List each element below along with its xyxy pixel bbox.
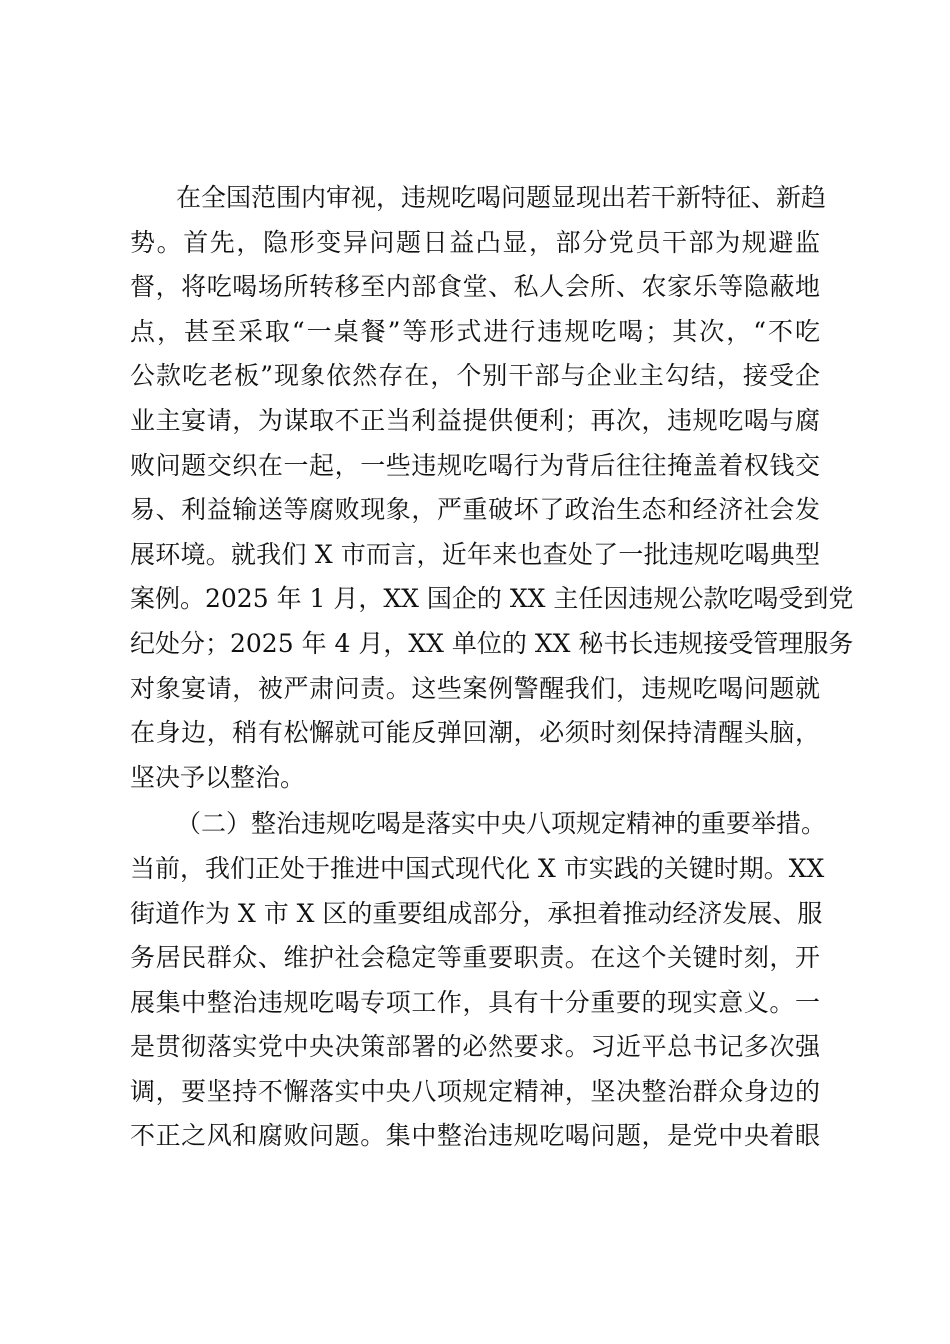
text-line: 在身边，稍有松懈就可能反弹回潮，必须时刻保持清醒头脑，	[130, 718, 820, 748]
text-line: 败问题交织在一起，一些违规吃喝行为背后往往掩盖着权钱交	[130, 450, 820, 480]
text-line: （二）整治违规吃喝是落实中央八项规定精神的重要举措。	[176, 809, 827, 839]
text-line: 展环境。就我们 X 市而言，近年来也查处了一批违规吃喝典型	[130, 539, 820, 569]
text-line: 公款吃老板”现象依然存在，个别干部与企业主勾结，接受企	[130, 361, 820, 391]
text-line: 街道作为 X 市 X 区的重要组成部分，承担着推动经济发展、服	[130, 898, 823, 928]
text-line: 展集中整治违规吃喝专项工作，具有十分重要的现实意义。一	[130, 987, 820, 1017]
text-line: 纪处分；2025 年 4 月，XX 单位的 XX 秘书长违规接受管理服务	[130, 628, 854, 658]
text-line: 在全国范围内审视，违规吃喝问题显现出若干新特征、新趋	[176, 183, 827, 212]
text-line: 案例。2025 年 1 月，XX 国企的 XX 主任因违规公款吃喝受到党	[130, 584, 854, 614]
text-line: 业主宴请，为谋取不正当利益提供便利；再次，违规吃喝与腐	[130, 405, 820, 435]
text-line: 易、利益输送等腐败现象，严重破坏了政治生态和经济社会发	[130, 495, 820, 525]
text-line: 坚决予以整治。	[130, 762, 306, 792]
text-line: 务居民群众、维护社会稳定等重要职责。在这个关键时刻，开	[130, 943, 820, 973]
paragraph-new-trends	[130, 176, 854, 800]
text-line: 势。首先，隐形变异问题日益凸显，部分党员干部为规避监	[130, 227, 820, 257]
paragraph-section-two	[130, 802, 827, 1159]
text-line: 点，甚至采取“一桌餐”等形式进行违规吃喝；其次，“不吃	[130, 316, 820, 346]
text-line: 是贯彻落实党中央决策部署的必然要求。习近平总书记多次强	[130, 1032, 820, 1062]
text-line: 对象宴请，被严肃问责。这些案例警醒我们，违规吃喝问题就	[130, 673, 820, 703]
text-line: 不正之风和腐败问题。集中整治违规吃喝问题，是党中央着眼	[130, 1121, 820, 1151]
document-page	[130, 176, 854, 1161]
text-line: 当前，我们正处于推进中国式现代化 X 市实践的关键时期。XX	[130, 853, 825, 883]
text-line: 调，要坚持不懈落实中央八项规定精神，坚决整治群众身边的	[130, 1076, 820, 1106]
text-line: 督，将吃喝场所转移至内部食堂、私人会所、农家乐等隐蔽地	[130, 272, 820, 302]
